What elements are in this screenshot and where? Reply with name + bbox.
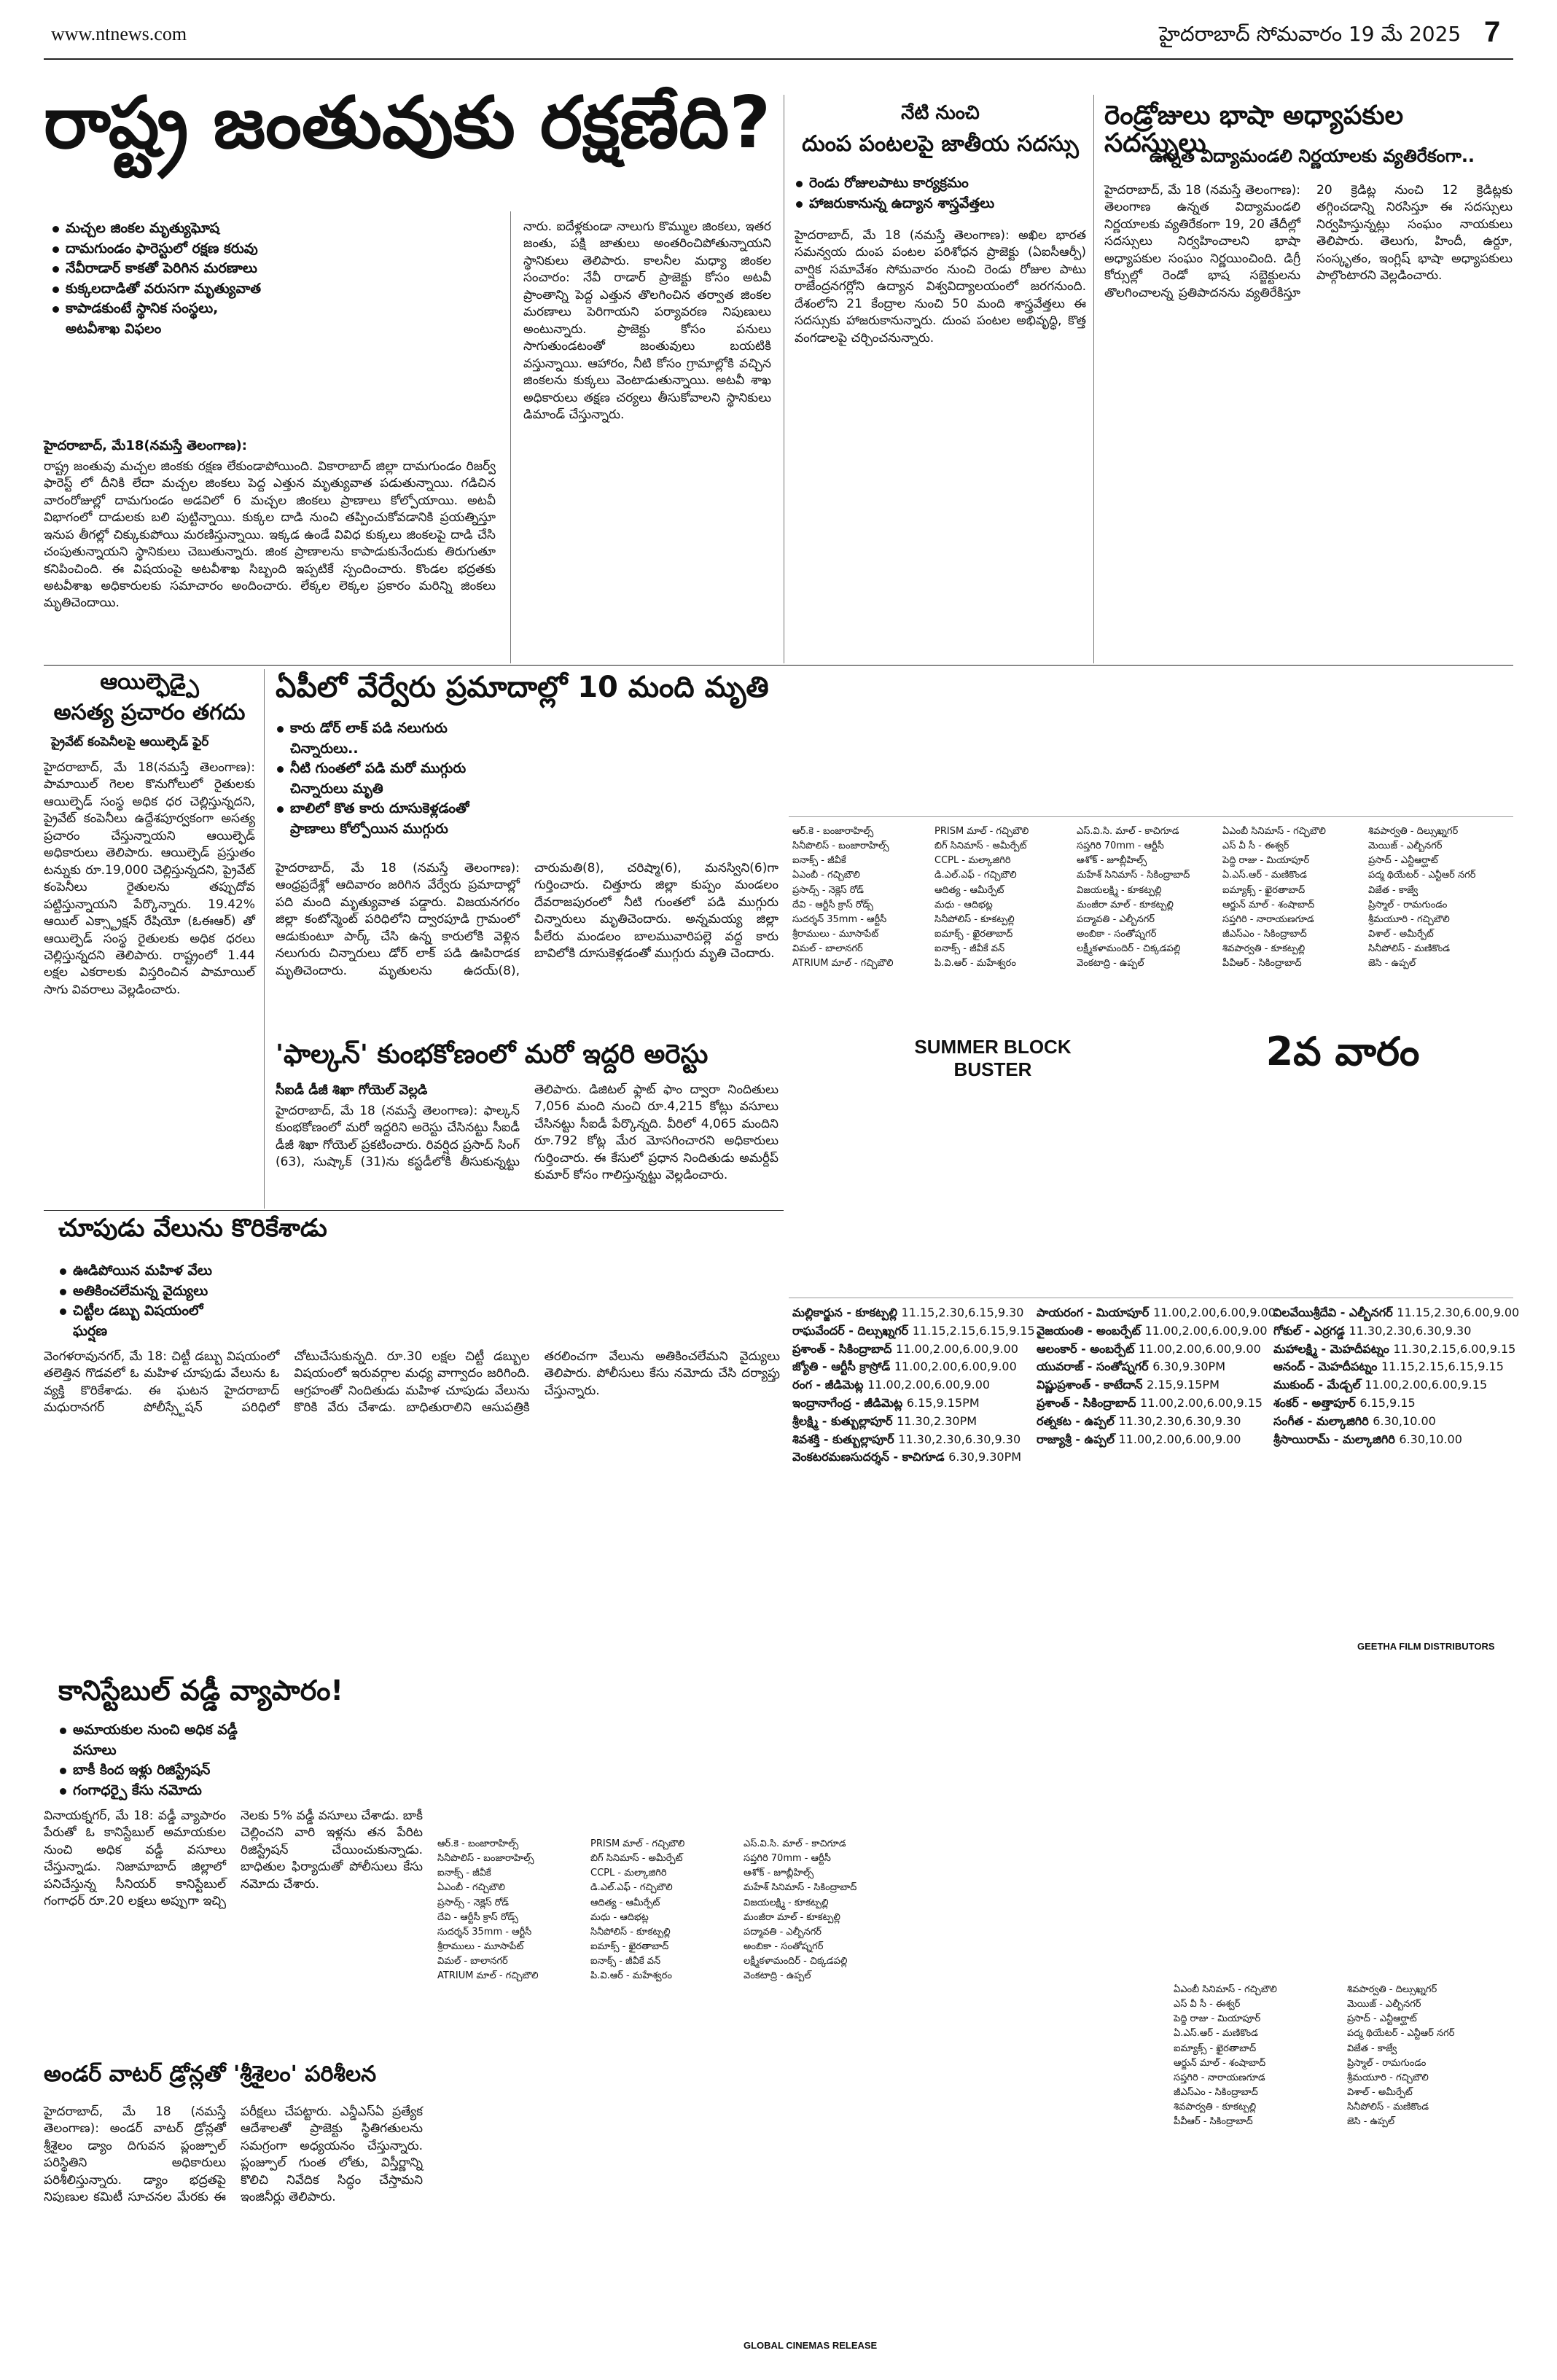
theatre: మెయిజ్ - ఎల్బీనగర్ — [1347, 1999, 1421, 2010]
theatre: ఆశోక్ - జూబ్లీహిల్స్ — [1077, 855, 1147, 867]
falcon-body — [276, 1082, 778, 1206]
theatre: ఆదిత్య - ఆమీర్పేట్ — [934, 884, 1004, 896]
constable-bullet: గంగాధర్పై కేసు నమోదు — [58, 1781, 241, 1801]
theatre: ATRIUM మాల్ - గచ్చిబౌలి — [792, 958, 894, 969]
distributor-label: GEETHA FILM DISTRIBUTORS — [1357, 1641, 1495, 1652]
lead-bullet: నేవీరాడార్ కాకతో పెరిగిన మరణాలు — [51, 259, 270, 279]
theatre: డి.ఎల్.ఎఫ్ - గచ్చిబౌలి — [590, 1882, 673, 1894]
bottom-col-1 — [437, 1837, 583, 2347]
summer-label-line: SUMMER BLOCK — [914, 1036, 1072, 1058]
accident-body: హైదరాబాద్, మే 18 (నమస్తే తెలంగాణ): ఆంధ్రప్రదేశ్లో ఆదివారం జరిగిన వేర్వేరు ప్రమాదాల్లో పది మంది మృత్యువాత పడ్డారు. విజయనగరం జిల్లా కంటోన్మెంట్ పరిధిలోని ద్వారపూడి గ్రామంలో ఆడుకుంటూ పార్క్ చేసి ఉన్న కారులోకి వెళ్లిన నలుగురు చిన్నారులు డోర్ లాక్ పడి ఊపిరాడక మృతిచెందారు. మృతులను ఉదయ్(8), చారుమతి(8), చరిష్మా(6), మనస్విని(6)గా గుర్తించారు. చిత్తూరు జిల్లా కుప్పం మండలం దేవరాజపురంలో నీటి గుంతలో పడి ముగ్గురు చిన్నారులు మృతిచెందారు. అన్నమయ్య జిల్లా పీలేరు మండలం బాలమువారిపల్లె వద్ద కారు బావిలోకి దూసుకెళ్లడంతో ముగ్గురు మృతి చెందారు. — [276, 861, 778, 978]
srisailam-body: హైదరాబాద్, మే 18 (నమస్తే తెలంగాణ): అండర్ వాటర్ డ్రోన్లతో శ్రీశైలం డ్యాం దిగువన ప్లంజ్పూల్ పరిస్థితిని అధికారులు పరిశీలిస్తున్నారు. డ్యాం భద్రతపై నిపుణుల కమిటీ సూచనల మేరకు ఈ పరీక్షలు చేపట్టారు. ఎన్డీఎస్ఏ ప్రత్యేక ఆదేశాలతో ప్రాజెక్టు స్థితిగతులను సమగ్రంగా అధ్యయనం చేస్తున్నారు. ప్లంజ్పూల్ గుంత లోతు, విస్తీర్ణాన్ని కొలిచి నివేదిక సిద్ధం చేస్తామని ఇంజినీర్లు తెలిపారు. — [44, 2104, 423, 2205]
summer-label-line: BUSTER — [953, 1058, 1032, 1081]
accident-bullets — [276, 719, 516, 857]
bottom-listings — [437, 1837, 1513, 2362]
theatre: విజయలక్ష్మి - కూకట్పల్లి — [1077, 884, 1162, 896]
theatre: పి.వి.ఆర్ - మహేశ్వరం — [934, 958, 1016, 969]
theatre: దేవి - ఆర్టీసీ క్రాస్ రోడ్స్ — [792, 899, 873, 910]
theatre: వెంకటాద్రి - ఉప్పల్ — [1077, 958, 1144, 969]
theatre: ఆర్జున్ మాల్ - శంషాబాద్ — [1222, 899, 1315, 910]
showtime-row: విష్ణుప్రశాంత్ - కాటేదాన్ 2.15,9.15PM — [1037, 1378, 1220, 1392]
theatre: శ్రీమయూరి - గచ్చిబౌలి — [1368, 913, 1450, 925]
theatre: వెంకటాద్రి - ఉప్పల్ — [744, 1970, 811, 1982]
constable-bullets — [58, 1720, 241, 1800]
theatre: ఏఎంబీ - గచ్చిబౌలి — [792, 870, 860, 881]
theatre: ఐనాక్స్ - జీవీకే వన్ — [934, 943, 1005, 955]
exam-bullets — [795, 173, 1086, 225]
global-release-label: GLOBAL CINEMAS RELEASE — [744, 2340, 878, 2351]
finger-bullet: ఊడిపోయిన మహిళ వేలు — [58, 1261, 233, 1281]
theatre: లక్ష్మీకళామందిర్ - చిక్కడపల్లి — [1077, 943, 1181, 955]
theatre-list-2 — [934, 824, 1073, 1007]
showtime-row: సంగీత - మల్కాజిగిరి 6.30,10.00 — [1273, 1413, 1436, 1428]
theatre: సినీపోలిస్ - మణికొండ — [1347, 2102, 1429, 2113]
theatre: CCPL - మల్కాజిగిరి — [934, 855, 1011, 867]
theatre: సినీపోలిస్ - మణికొండ — [1368, 943, 1450, 955]
oilfed-subhead: ప్రైవేట్ కంపెనీలపై ఆయిల్ఫెడ్ ఫైర్ — [51, 735, 209, 749]
showtime-row: మహాలక్ష్మి - మెహదీపట్నం 11.30,2.15,6.00,9.15 — [1273, 1341, 1516, 1356]
theatre: పెద్ది రాజు - మియాపూర్ — [1174, 2013, 1261, 2025]
theatre: ఎస్ వీ సీ - ఈశ్వర్ — [1174, 1999, 1241, 2010]
column-rule — [1093, 95, 1094, 663]
theatre: ఆర్జున్ మాల్ - శంషాబాద్ — [1174, 2057, 1266, 2069]
showtime-row: ముకుంద్ - మేడ్చల్ 11.00,2.00,6.00,9.15 — [1273, 1378, 1488, 1392]
showtimes-col-3 — [1273, 1304, 1520, 1523]
finger-bullet: చిట్టీల డబ్బు విషయంలో ఘర్షణ — [58, 1301, 233, 1341]
theatre: మహేశ్ సినిమాస్ - సికింద్రాబాద్ — [744, 1882, 857, 1894]
showtime-row: శ్రీలక్ష్మి - కుత్బుల్లాపూర్ 11.30,2.30PM — [792, 1413, 977, 1428]
theatre: పీవీఆర్ - సికింద్రాబాద్ — [1174, 2116, 1253, 2128]
theatre: సుదర్శన్ 35mm - ఆర్టీసీ — [437, 1926, 532, 1938]
showtime-row: విలవేయిశ్రీదేవి - ఎల్బీనగర్ 11.15,2.30,6.00,9.00 — [1273, 1306, 1520, 1319]
falcon-byline: సీఐడీ డీజీ శిఖా గోయెల్ వెల్లడి — [276, 1082, 428, 1098]
theatre: శ్రీరాములు - మూసాపేట్ — [792, 928, 879, 940]
theatre: మంజీరా మాల్ - కూకట్పల్లి — [744, 1911, 840, 1923]
showtime-row: ఆనంద్ - మెహదీపట్నం 11.15,2.15,6.15,9.15 — [1273, 1359, 1504, 1374]
language-headline: రెండ్రోజులు భాషా అధ్యాపకుల సదస్సులు — [1104, 101, 1404, 158]
exam-bullet: హాజరుకానున్న ఉద్యాన శాస్త్రవేత్తలు — [795, 194, 1086, 214]
theatre: పెద్ది రాజు - మియాపూర్ — [1222, 855, 1310, 867]
theatre: ఏఎంబీ - గచ్చిబౌలి — [437, 1882, 505, 1894]
summer-label — [876, 1036, 1109, 1087]
theatre: ఏ.ఎస్.ఆర్ - మణికొండ — [1174, 2028, 1258, 2040]
theatre: జెసి - ఉప్పల్ — [1368, 958, 1416, 969]
accident-bullet: బాలిలో కొత కారు దూసుకెళ్లడంతో ప్రాణాలు కోల్పోయిన ముగ్గురు — [276, 799, 516, 839]
showtime-row: మల్లికార్జున - కూకట్పల్లి 11.15,2.30,6.15,9.30 — [792, 1306, 1024, 1319]
showtime-row: ప్రశాంత్ - సికింద్రాబాద్ 11.00,2.00,6.00,9.00 — [792, 1341, 1018, 1356]
showtime-row: పాయరంగ - మియాపూర్ 11.00,2.00,6.00,9.00 — [1037, 1306, 1276, 1319]
theatre: శివపార్వతి - కూకట్పల్లి — [1174, 2102, 1257, 2113]
finger-headline: చూపుడు వేలును కొరికేశాడు — [58, 1214, 327, 1243]
theatre: ఆర్.కె - బంజారాహిల్స్ — [792, 826, 874, 837]
theatre: విజయలక్ష్మి - కూకట్పల్లి — [744, 1897, 829, 1908]
theatre: మంజీరా మాల్ - కూకట్పల్లి — [1077, 899, 1174, 910]
lead-bullet: కుక్కలదాడితో వరుసగా మృత్యువాత — [51, 279, 270, 300]
theatre: సినీపొలిస్ - బంజారాహిల్స్ — [792, 840, 889, 852]
theatre: శివపార్వతి - దిల్సుఖ్నగర్ — [1368, 826, 1459, 837]
showtimes-col-1 — [792, 1304, 1033, 1523]
exam-body: హైదరాబాద్, మే 18 (నమస్తే తెలంగాణ): అఖిల భారత సమన్వయ దుంప పంటల పరిశోధన ప్రాజెక్టు (ఏఐసీఆర్పీ) వార్షిక సమావేశం సోమవారం నుంచి రెండు రోజుల పాటు రాజేంద్రనగర్లోని ఉద్యాన విశ్వవిద్యాలయంలో జరగనుంది. దేశంలోని 21 కేంద్రాల నుంచి 50 మంది శాస్త్రవేత్తలు ఈ సదస్సుకు హాజరుకానున్నారు. దుంప పంటల అభివృద్ధి, కొత్త వంగడాలపై చర్చించనున్నారు. — [795, 228, 1086, 346]
theatre: ఐనాక్స్ - జీవీకే వన్ — [590, 1956, 661, 1967]
showtime-row: ప్రశాంత్ - సికింద్రాబాద్ 11.00,2.00,6.00,9.15 — [1037, 1395, 1263, 1410]
lead-body — [44, 437, 496, 663]
constable-bullet: బాకీ కింద ఇళ్లు రిజిస్ట్రేషన్ — [58, 1760, 241, 1781]
theatre: ప్రిస్మాల్ - రామగుండం — [1368, 899, 1448, 910]
showtime-row: రత్నకట - ఉప్పల్ 11.30,2.30,6.30,9.30 — [1037, 1413, 1241, 1428]
theatre: విజేత - కాజ్వే — [1347, 2042, 1397, 2054]
theatre: శివపార్వతి - కూకట్పల్లి — [1222, 943, 1306, 955]
theatre: మహేశ్ సినిమాస్ - సికింద్రాబాద్ — [1077, 870, 1190, 881]
exam-headline: దుంప పంటలపై జాతీయ సదస్సు — [802, 131, 1079, 157]
theatre: విశాల్ - అమీర్పేట్ — [1368, 928, 1434, 940]
showtime-row: జ్యోతి - ఆర్టీసీ క్రాస్రోడ్ 11.00,2.00,6.00,9.00 — [792, 1359, 1017, 1374]
theatre: ప్రసాద్స్ - నెక్లెస్ రోడ్ — [437, 1897, 510, 1908]
theatre: ఆశోక్ - జూబ్లీహిల్స్ — [744, 1868, 814, 1879]
theatre: ఐమ్యాక్స్ - ఖైరతాబాద్ — [1222, 884, 1306, 896]
showtime-row: రాజ్యాశ్రీ - ఉప్పల్ 11.00,2.00,6.00,9.00 — [1037, 1432, 1241, 1446]
column-rule — [510, 211, 511, 663]
finger-bullets — [58, 1261, 233, 1341]
bottom-col-3 — [744, 1837, 889, 2347]
theatre: మెయిజ్ - ఎల్బీనగర్ — [1368, 840, 1443, 852]
lead-body-text: రాష్ట్ర జంతువు మచ్చల జింకకు రక్షణ లేకుండాపోయింది. వికారాబాద్ జిల్లా దామగుండం రిజర్వ్ ఫారెస్ట్ లో దీనికి లేదా మచ్చల జింకలు పెద్ద ఎత్తున మృత్యువాత పడుతున్నాయి. గడిచిన వారంరోజుల్లో దామగుండం అడవిలో 6 మచ్చల జింకలు ప్రాణాలు కోల్పోయాయి. అటవీ విభాగంలో దాడులకు బలి పుట్టిన్నాయి. కుక్కల దాడి నుంచి తప్పించుకోవడానికి ప్రయత్నిస్తూ ఇనుప తీగల్లో చిక్కుకుపోయి మరణిస్తున్నాయి. ఇక్కడ ఉండే వివిధ కుక్కలు జింకలపై దాడి చేసి చంపుతున్నాయని స్థానికులు చెబుతున్నారు. జింక ప్రాణాలను కాపాడుకునేందుకు తిరుగుతూ కనిపించింది. ఈ విషయంపై అటవీశాఖ సిబ్బంది ఇప్పటికే స్పందించారు. కొండల భద్రతకు అటవీశాఖ అధికారులకు సమాచారం అందించారు. లేక్కల లెక్కల ప్రకారం మరిన్ని జింకలు మృతిచెందాయి. — [44, 459, 496, 611]
theatre: విజేత - కాజ్వే — [1368, 884, 1419, 896]
theatre: PRISM మాల్ - గచ్చిబౌలి — [590, 1838, 685, 1849]
theatre: అంబికా - సంతోష్నగర్ — [1077, 928, 1157, 940]
week-label: 2వ వారం — [1265, 1029, 1420, 1074]
showtimes-ad — [789, 1298, 1520, 1684]
constable-headline: కానిస్టేబుల్ వడ్డీ వ్యాపారం! — [58, 1674, 343, 1706]
showtime-row: ఇంద్రానాగేంద్ర - జీడిమెట్ల 6.15,9.15PM — [792, 1395, 980, 1410]
theatre: దేవి - ఆర్టీసీ క్రాస్ రోడ్స్ — [437, 1911, 518, 1923]
showtime-row: శంకర్ - అత్తాపూర్ 6.15,9.15 — [1273, 1395, 1416, 1410]
theatre: సప్తగిరి - నారాయణగూడ — [1222, 913, 1314, 925]
theatre: PRISM మాల్ - గచ్చిబౌలి — [934, 826, 1029, 837]
lead-bullet: కాపాడకుంటే స్థానిక సంస్థలు, అటవీశాఖ విఫలం — [51, 299, 270, 339]
showtime-row: వైజయంతి - అంబర్పేట్ 11.00,2.00,6.00,9.00 — [1037, 1323, 1268, 1338]
lead-bullet: మచ్చల జింకల మృత్యుఘోష — [51, 219, 270, 239]
theatre: శ్రీమయూరి - గచ్చిబౌలి — [1347, 2072, 1429, 2083]
theatre: పి.వి.ఆర్ - మహేశ్వరం — [590, 1970, 672, 1982]
accident-headline: ఏపీలో వేర్వేరు ప్రమాదాల్లో 10 మంది మృతి — [276, 671, 769, 704]
theatre: ఏఎంబీ సినిమాస్ - గచ్చిబౌలి — [1222, 826, 1326, 837]
theatre: శివపార్వతి - దిల్సుఖ్నగర్ — [1347, 1984, 1437, 1995]
constable-bullet: అమాయకుల నుంచి అధిక వడ్డీ వసూలు — [58, 1720, 241, 1760]
theatre: డి.ఎల్.ఎఫ్ - గచ్చిబౌలి — [934, 870, 1017, 881]
exam-bullet: రెండు రోజులపాటు కార్యక్రమం — [795, 173, 1086, 194]
oilfed-headline-1: ఆయిల్ఫెడ్పై — [100, 669, 199, 695]
theatre: పద్మ థియేటర్ - ఎన్టీఆర్ నగర్ — [1347, 2028, 1455, 2040]
falcon-headline: 'ఫాల్కన్' కుంభకోణంలో మరో ఇద్దరి అరెస్టు — [276, 1039, 709, 1069]
theatre: ఐనాక్స్ - జీవీకే — [792, 855, 846, 867]
lead-bullets — [51, 219, 270, 437]
lead-bullet: దామగుండం ఫారెస్టులో రక్షణ కరువు — [51, 239, 270, 260]
theatre: ఐమ్యాక్స్ - ఖైరతాబాద్ — [1174, 2042, 1257, 2054]
lead-dateline: హైదరాబాద్, మే18(నమస్తే తెలంగాణ): — [44, 438, 247, 453]
theatre: ప్రసాద్ - ఎన్టీఆర్ఘాట్ — [1347, 2013, 1417, 2025]
section-rule — [44, 665, 1513, 666]
theatre: మధు - ఆదిభట్ల — [590, 1911, 649, 1923]
showtime-row: యువరాజ్ - సంతోష్నగర్ 6.30,9.30PM — [1037, 1359, 1225, 1374]
theatre: విమల్ - బాలానగర్ — [437, 1956, 508, 1967]
theatre: సినీపోలిస్ - కూకట్పల్లి — [934, 913, 1015, 925]
theatre: CCPL - మల్కాజిగిరి — [590, 1868, 667, 1879]
oilfed-body: హైదరాబాద్, మే 18(నమస్తే తెలంగాణ): పామాయిల్ గెలల కొనుగోలులో రైతులకు ఆయిల్ఫెడ్ సంస్థ అధిక ధర చెల్లిస్తున్నదని, ప్రైవేట్ కంపెనీలు ఉద్దేశపూర్వకంగా అసత్య ప్రచారం చేస్తున్నాయని ఆయిల్ఫెడ్ అధికారులు తెలిపారు. ఆయిల్ఫెడ్ ప్రస్తుతం టన్నుకు రూ.19,000 చెల్లిస్తున్నదని, ప్రైవేట్ కంపెనీలు రైతులను తప్పుదోవ పట్టిస్తున్నాయని పేర్కొన్నారు. 19.42% ఆయిల్ ఎక్స్ట్రాక్షన్ రేషియో (ఓఈఆర్) తో ఆయిల్ఫెడ్ సంస్థ రైతులకు అధిక ధరలు చెల్లిస్తున్నదని తెలిపారు. రాష్ట్రంలో 1.44 లక్షల ఎకరాలకు విస్తరించిన పామాయిల్ సాగు వివరాలు వెల్లడించారు. — [44, 760, 255, 997]
accident-bullet: కారు డోర్ లాక్ పడి నలుగురు చిన్నారులు.. — [276, 719, 516, 759]
theatre: ఏఎంబీ సినిమాస్ - గచ్చిబౌలి — [1174, 1984, 1277, 1995]
theatre: పద్మ థియేటర్ - ఎన్టీఆర్ నగర్ — [1368, 870, 1476, 881]
showtime-row: వెంకటరమణసుదర్శన్ - కాచిగూడ 6.30,9.30PM — [792, 1450, 1022, 1464]
constable-body: వినాయక్నగర్, మే 18: వడ్డీ వ్యాపారం పేరుతో ఓ కానిస్టేబుల్ అమాయకుల నుంచి అధిక వడ్డీ వసూలు చేస్తున్నాడు. నిజామాబాద్ జిల్లాలో పనిచేస్తున్న సీనియర్ కానిస్టేబుల్ గంగాధర్ రూ.20 లక్షలు అప్పుగా ఇచ్చి నెలకు 5% వడ్డీ వసూలు చేశాడు. బాకీ చెల్లించని వారి ఇళ్లను తన పేరిట రిజిస్ట్రేషన్ చేయించుకున్నాడు. బాధితుల ఫిర్యాదుతో పోలీసులు కేసు నమోదు చేశారు. — [44, 1809, 423, 1909]
theatre: ఐమాక్స్ - ఖైరతాబాద్ — [590, 1940, 669, 1952]
accident-bullet: నీటి గుంతలో పడి మరో ముగ్గురు చిన్నారులు మృతి — [276, 759, 516, 799]
exam-kicker: నేటి నుంచి — [901, 102, 980, 124]
theatre-list-3 — [1077, 824, 1219, 1007]
theatre: ATRIUM మాల్ - గచ్చిబౌలి — [437, 1970, 539, 1982]
theatre: పద్మావతి - ఎల్బీనగర్ — [1077, 913, 1155, 925]
showtimes-col-2 — [1037, 1304, 1276, 1523]
theatre: ఆర్.కె - బంజారాహిల్స్ — [437, 1838, 519, 1849]
showtime-row: శ్రీసాయిరామ్ - మల్కాజిగిరి 6.30,10.00 — [1273, 1432, 1462, 1446]
finger-body: వెంగళరావునగర్, మే 18: చిట్టీ డబ్బు విషయంలో తలెత్తిన గొడవలో ఓ మహిళ చూపుడు వేలును ఓ వ్యక్తి కొరికేశాడు. ఈ ఘటన హైదరాబాద్ మధురానగర్ పోలీస్స్టేషన్ పరిధిలో చోటుచేసుకున్నది. రూ.30 లక్షల చిట్టీ డబ్బుల విషయంలో ఇరువర్గాల మధ్య వాగ్వాదం జరిగింది. ఆగ్రహంతో నిందితుడు మహిళ చూపుడు వేలును కొరికి వేరు చేశాడు. బాధితురాలిని ఆసుపత్రికి తరలించగా వేలును అతికించలేమని వైద్యులు తెలిపారు. పోలీసులు కేసు నమోదు చేసి దర్యాప్తు చేస్తున్నారు. — [44, 1349, 780, 1416]
theatre: సినీపొలిస్ - బంజారాహిల్స్ — [437, 1853, 534, 1865]
theatre: ఆదిత్య - ఆమీర్పేట్ — [590, 1897, 660, 1908]
theatre: మధు - ఆదిభట్ల — [934, 899, 993, 910]
masthead-rule — [44, 58, 1513, 60]
lead-headline: రాష్ట్ర జంతువుకు రక్షణేది? — [44, 82, 771, 165]
theatre: ప్రసాద్ - ఎన్టీఆర్ఘాట్ — [1368, 855, 1438, 867]
theatre: పద్మావతి - ఎల్బీనగర్ — [744, 1926, 822, 1938]
showtime-row: శివశక్తి - కుత్బుల్లాపూర్ 11.30,2.30,6.30,9.30 — [792, 1432, 1021, 1446]
theatre: లక్ష్మీకళామందిర్ - చిక్కడపల్లి — [744, 1956, 848, 1967]
theatre: బిగ్ సినిమాస్ - అమీర్పేట్ — [590, 1853, 683, 1865]
theatre: శ్రీరాములు - మూసాపేట్ — [437, 1940, 524, 1952]
showtime-row: రంగ - జీడిమెట్ల 11.00,2.00,6.00,9.00 — [792, 1378, 991, 1392]
theatre: సప్తగిరి 70mm - ఆర్టీసీ — [744, 1853, 831, 1865]
issue-date: హైదరాబాద్ సోమవారం 19 మే 2025 — [1159, 22, 1462, 46]
oilfed-headline-2: అసత్య ప్రచారం తగదు — [53, 700, 246, 725]
showtime-row: ఆలంకార్ - అంబర్పేట్ 11.00,2.00,6.00,9.00 — [1037, 1341, 1261, 1356]
theatre: బిగ్ సినిమాస్ - అమీర్పేట్ — [934, 840, 1027, 852]
cinema-ad — [789, 816, 1513, 1225]
theatre: సప్తగిరి 70mm - ఆర్టీసీ — [1077, 840, 1164, 852]
column-rule — [264, 669, 265, 1209]
theatre: ఐమాక్స్ - ఖైరతాబాద్ — [934, 928, 1013, 940]
theatre: సినీపోలిస్ - కూకట్పల్లి — [590, 1926, 671, 1938]
finger-bullet: అతికించలేమన్న వైద్యులు — [58, 1281, 233, 1302]
showtime-row: గోకుల్ - ఎర్రగడ్డ 11.30,2.30,6.30,9.30 — [1273, 1323, 1472, 1338]
bottom-col-2 — [590, 1837, 736, 2347]
theatre: విశాల్ - అమీర్పేట్ — [1347, 2086, 1413, 2098]
bottom-col-4 — [1174, 1983, 1509, 2347]
falcon-body-text: హైదరాబాద్, మే 18 (నమస్తే తెలంగాణ): ఫాల్కన్ కుంభకోణంలో మరో ఇద్దరిని అరెస్టు చేసినట్టు సీఐడీ డీజీ శిఖా గోయెల్ ప్రకటించారు. రివర్షిద ప్రసాద్ సింగ్ (63), సుష్కాక్ (31)ను కస్టడీలోకి తీసుకున్నట్టు తెలిపారు. డిజిటల్ ఫ్లాట్ ఫాం ద్వారా నిందితులు 7,056 మంది నుంచి రూ.4,215 కోట్లు వసూలు చేసినట్టు సీఐడీ పేర్కొన్నది. వీరిలో 4,065 మందిని రూ.792 కోట్ల మేర మోసగించారని అధికారులు గుర్తించారు. ఈ కేసులో ప్రధాన నిందితుడు అమర్దీప్ కుమార్ కోసం గాలిస్తున్నట్టు వెల్లడించారు. — [276, 1082, 778, 1183]
theatre: విమల్ - బాలానగర్ — [792, 943, 863, 955]
site-url: www.ntnews.com — [51, 23, 187, 44]
theatre: ప్రసాద్స్ - నెక్లెస్ రోడ్ — [792, 884, 865, 896]
showtime-row: రాఘవేందర్ - దిల్సుఖ్నగర్ 11.15,2.15,6.15,9.15 — [792, 1323, 1035, 1338]
theatre: ప్రిస్మాల్ - రామగుండం — [1347, 2057, 1427, 2069]
theatre: జెసి - ఉప్పల్ — [1347, 2116, 1395, 2128]
theatre-list-5 — [1368, 824, 1510, 1007]
theatre-list-1 — [792, 824, 931, 1007]
theatre: సుదర్శన్ 35mm - ఆర్టీసీ — [792, 913, 887, 925]
language-body: హైదరాబాద్, మే 18 (నమస్తే తెలంగాణ): తెలంగాణ ఉన్నత విద్యామండలి నిర్ణయాలకు వ్యతిరేకంగా 19, 20 తేదీల్లో సదస్సులు నిర్వహించాలని భాషా అధ్యాపకుల సంఘం నిర్ణయించింది. డిగ్రీ కోర్సుల్లో రెండో భాష సబ్జెక్టులను తొలగించాలన్న ప్రతిపాదనను వ్యతిరేకిస్తూ 20 క్రెడిట్ల నుంచి 12 క్రెడిట్లకు తగ్గించడాన్ని నిరసిస్తూ ఈ సదస్సులు నిర్వహిస్తున్నట్లు సంఘం నాయకులు తెలిపారు. తెలుగు, హిందీ, ఉర్దూ, సంస్కృతం, ఇంగ్లిష్ భాషా అధ్యాపకులు పాల్గొంటారని వెల్లడించారు. — [1104, 183, 1513, 300]
theatre: ఎస్.వి.సి. మాల్ - కాచిగూడ — [744, 1838, 846, 1849]
lead-col3: నారు. ఐదేళ్లకుండా నాలుగు కొమ్ముల జింకలు, ఇతర జంతు, పక్షి జాతులు అంతరించిపోతున్నాయని స్థానికులు తెలిపారు. కాలనీల మధ్యా జింకల సంచారం: నేవీ రాడార్ ప్రాజెక్టు కోసం అటవీ ప్రాంతాన్ని పెద్ద ఎత్తున తొలగించిన తర్వాత జింకల మరణాలు పెరిగాయని పర్యావరణ నిపుణులు అంటున్నారు. ప్రాజెక్టు కోసం పనులు సాగుతుండటంతో జంతువులు బయటికి వస్తున్నాయి. ఆహారం, నీటి కోసం గ్రామాల్లోకి వచ్చిన జింకలను కుక్కలు వెంటాడుతున్నాయి. అటవీ శాఖ అధికారులు తక్షణ చర్యలు తీసుకోవాలని స్థానికులు డిమాండ్ చేస్తున్నారు. — [523, 219, 771, 422]
language-subhead: ఉన్నత విద్యామండలి నిర్ణయాలకు వ్యతిరేకంగా.. — [1149, 146, 1475, 166]
theatre: జీఎస్ఎం - సికింద్రాబాద్ — [1222, 928, 1307, 940]
srisailam-headline: అండర్ వాటర్ డ్రోన్లతో 'శ్రీశైలం' పరిశీలన — [44, 2061, 377, 2087]
theatre: ఐనాక్స్ - జీవీకే — [437, 1868, 491, 1879]
theatre: అంబికా - సంతోష్నగర్ — [744, 1940, 824, 1952]
section-rule — [44, 1210, 784, 1211]
theatre-list-4 — [1222, 824, 1365, 1007]
theatre: జీఎస్ఎం - సికింద్రాబాద్ — [1174, 2086, 1258, 2098]
theatre: ఏ.ఎస్.ఆర్ - మణికొండ — [1222, 870, 1307, 881]
theatre: ఎస్ వీ సీ - ఈశ్వర్ — [1222, 840, 1289, 852]
theatre: పీవీఆర్ - సికింద్రాబాద్ — [1222, 958, 1302, 969]
page-number: 7 — [1484, 16, 1501, 48]
theatre: ఎస్.వి.సి. మాల్ - కాచిగూడ — [1077, 826, 1179, 837]
theatre: సప్తగిరి - నారాయణగూడ — [1174, 2072, 1265, 2083]
